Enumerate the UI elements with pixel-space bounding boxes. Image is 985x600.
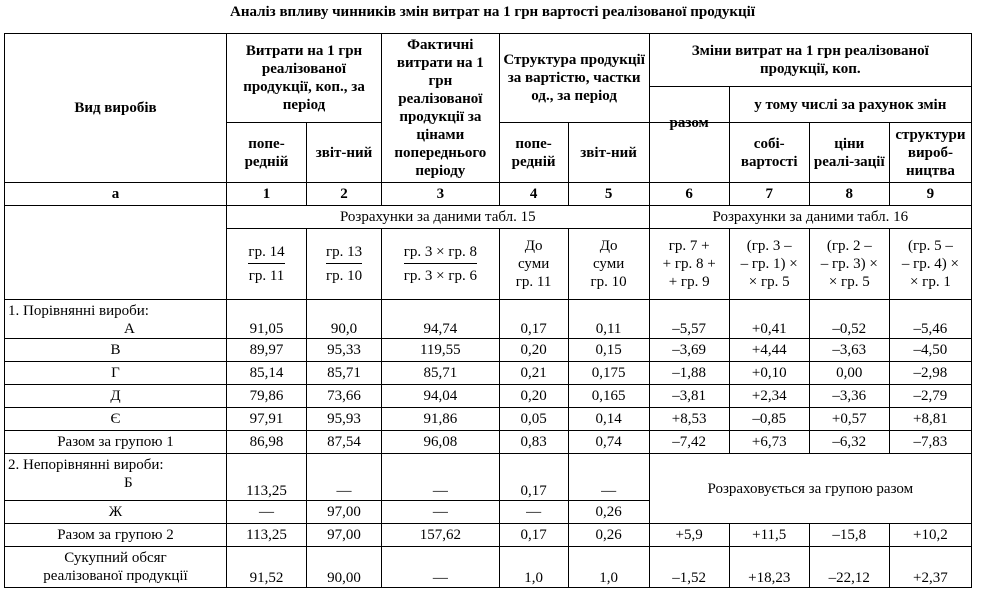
table-cell: 113,25 xyxy=(226,454,306,501)
table-cell: 113,25 xyxy=(226,524,306,547)
table-cell: –22,12 xyxy=(809,547,889,588)
table-cell: +2,37 xyxy=(889,547,971,588)
calc-source-right: Розрахунки за даними табл. 16 xyxy=(649,206,971,229)
table-cell: 95,93 xyxy=(307,408,382,431)
row-name: Ж xyxy=(5,501,227,524)
group1-row-a-name: 1. Порівнянні вироби: А xyxy=(5,300,227,339)
table-cell: –7,83 xyxy=(889,431,971,454)
table-cell: –1,52 xyxy=(649,547,729,588)
col-index: а xyxy=(5,183,227,206)
calc-source-left: Розрахунки за даними табл. 15 xyxy=(226,206,649,229)
col-index: 9 xyxy=(889,183,971,206)
table-cell: +11,5 xyxy=(729,524,809,547)
header-changes-label: Зміни витрат на 1 грн реалізованої продукції, коп. xyxy=(650,34,971,87)
table-cell: –5,46 xyxy=(889,300,971,339)
table-cell: –4,50 xyxy=(889,339,971,362)
table-cell: –0,52 xyxy=(809,300,889,339)
table-cell: –1,88 xyxy=(649,362,729,385)
table-cell: 1,0 xyxy=(499,547,568,588)
table-cell: 97,91 xyxy=(226,408,306,431)
table-cell: 0,00 xyxy=(809,362,889,385)
grand-total-label: Сукупний обсяг реалізованої продукції xyxy=(5,547,227,588)
header-kind: Вид виробів xyxy=(5,34,227,183)
table-cell: 73,66 xyxy=(307,385,382,408)
table-cell: 91,86 xyxy=(382,408,500,431)
formula-col5: До суми гр. 10 xyxy=(568,229,649,300)
table-cell: 0,26 xyxy=(568,524,649,547)
table-cell: +2,34 xyxy=(729,385,809,408)
table-cell: 0,15 xyxy=(568,339,649,362)
table-cell: 1,0 xyxy=(568,547,649,588)
table-cell: –0,85 xyxy=(729,408,809,431)
header-costs-report: звіт-ний xyxy=(307,123,382,183)
table-cell: –3,63 xyxy=(809,339,889,362)
table-cell: — xyxy=(568,454,649,501)
header-struct-prev: попе-редній xyxy=(499,123,568,183)
formula-col2: $\frac{гр. 13}{гр. 10}$ xyxy=(307,229,382,300)
table-cell: — xyxy=(382,454,500,501)
table-cell: 157,62 xyxy=(382,524,500,547)
table-cell: 0,175 xyxy=(568,362,649,385)
header-cost-price: собі-вартості xyxy=(729,123,809,183)
header-prices: ціни реалі-зації xyxy=(809,123,889,183)
group1-label: 1. Порівнянні вироби: xyxy=(8,303,149,319)
table-cell: –15,8 xyxy=(809,524,889,547)
table-cell: 79,86 xyxy=(226,385,306,408)
table-cell: –3,36 xyxy=(809,385,889,408)
table-cell: –7,42 xyxy=(649,431,729,454)
table-cell: 85,71 xyxy=(307,362,382,385)
group2-total-label: Разом за групою 2 xyxy=(5,524,227,547)
group1-total-label: Разом за групою 1 xyxy=(5,431,227,454)
table-cell: 91,52 xyxy=(226,547,306,588)
table-cell: 90,00 xyxy=(307,547,382,588)
table-cell: 0,20 xyxy=(499,339,568,362)
header-incl: у тому числі за рахунок змін xyxy=(729,87,971,122)
factor-analysis-table xyxy=(4,33,972,588)
table-cell: 91,05 xyxy=(226,300,306,339)
table-cell: 85,14 xyxy=(226,362,306,385)
table-cell: 0,21 xyxy=(499,362,568,385)
table-cell: 86,98 xyxy=(226,431,306,454)
empty-cell xyxy=(5,206,227,300)
header-struct-report: звіт-ний xyxy=(568,123,649,183)
row-name: Є xyxy=(5,408,227,431)
formula-col6: гр. 7 + + гр. 8 + + гр. 9 xyxy=(649,229,729,300)
table-cell: –2,98 xyxy=(889,362,971,385)
table-cell: –3,69 xyxy=(649,339,729,362)
row-name: Г xyxy=(5,362,227,385)
col-index: 4 xyxy=(499,183,568,206)
table-cell: 0,11 xyxy=(568,300,649,339)
table-cell: –2,79 xyxy=(889,385,971,408)
table-cell: 89,97 xyxy=(226,339,306,362)
table-cell: 0,17 xyxy=(499,454,568,501)
table-cell: +0,57 xyxy=(809,408,889,431)
table-cell: +6,73 xyxy=(729,431,809,454)
table-cell: — xyxy=(307,454,382,501)
col-index: 8 xyxy=(809,183,889,206)
group2-label: 2. Непорівнянні вироби: xyxy=(8,457,164,473)
col-index: 7 xyxy=(729,183,809,206)
table-cell: +8,53 xyxy=(649,408,729,431)
table-cell: 0,20 xyxy=(499,385,568,408)
col-index: 6 xyxy=(649,183,729,206)
row-name: В xyxy=(5,339,227,362)
col-index: 2 xyxy=(307,183,382,206)
table-cell: — xyxy=(499,501,568,524)
table-cell: — xyxy=(382,501,500,524)
table-cell: 119,55 xyxy=(382,339,500,362)
table-cell: 0,165 xyxy=(568,385,649,408)
table-cell: +4,44 xyxy=(729,339,809,362)
table-cell: +0,10 xyxy=(729,362,809,385)
table-cell: –6,32 xyxy=(809,431,889,454)
formula-col7: (гр. 3 – – гр. 1) × × гр. 5 xyxy=(729,229,809,300)
col-index: 3 xyxy=(382,183,500,206)
table-cell: –5,57 xyxy=(649,300,729,339)
row-name: Д xyxy=(5,385,227,408)
table-cell: 90,0 xyxy=(307,300,382,339)
group2-row-b-name: 2. Непорівнянні вироби: Б xyxy=(5,454,227,501)
table-cell: +8,81 xyxy=(889,408,971,431)
table-cell: 0,74 xyxy=(568,431,649,454)
table-cell: 97,00 xyxy=(307,501,382,524)
table-cell: 0,17 xyxy=(499,300,568,339)
table-cell: — xyxy=(382,547,500,588)
header-total: разом xyxy=(649,93,729,153)
table-cell: 95,33 xyxy=(307,339,382,362)
table-cell: — xyxy=(226,501,306,524)
table-cell: 0,17 xyxy=(499,524,568,547)
table-cell: +0,41 xyxy=(729,300,809,339)
table-cell: +10,2 xyxy=(889,524,971,547)
table-cell: 0,26 xyxy=(568,501,649,524)
col-index: 5 xyxy=(568,183,649,206)
formula-col1: $\frac{гр. 14}{гр. 11}$ xyxy=(226,229,306,300)
table-title: Аналіз впливу чинників змін витрат на 1 грн вартості реалізованої продукції xyxy=(229,4,755,20)
table-cell: 87,54 xyxy=(307,431,382,454)
table-cell: 0,14 xyxy=(568,408,649,431)
table-cell: +5,9 xyxy=(649,524,729,547)
table-cell: 94,04 xyxy=(382,385,500,408)
table-cell: 0,05 xyxy=(499,408,568,431)
formula-col9: (гр. 5 – – гр. 4) × × гр. 1 xyxy=(889,229,971,300)
header-actual-costs: Фактичні витрати на 1 грн реалізованої продукції за цінами попереднього періоду xyxy=(382,34,500,183)
table-cell: –3,81 xyxy=(649,385,729,408)
table-cell: +18,23 xyxy=(729,547,809,588)
table-cell: 94,74 xyxy=(382,300,500,339)
formula-col3: $\frac{гр. 3 \times гр. 8}{гр. 3 \times гр. 6}$ xyxy=(382,229,500,300)
formula-col4: До суми гр. 11 xyxy=(499,229,568,300)
header-costs-prev: попе-редній xyxy=(226,123,306,183)
table-cell: 85,71 xyxy=(382,362,500,385)
formula-col8: (гр. 2 – – гр. 3) × × гр. 5 xyxy=(809,229,889,300)
col-index: 1 xyxy=(226,183,306,206)
table-cell: 97,00 xyxy=(307,524,382,547)
group2-note: Розраховується за групою разом xyxy=(649,454,971,524)
table-cell: 96,08 xyxy=(382,431,500,454)
header-structure: Структура продукції за вартістю, частки од., за період xyxy=(499,34,649,123)
header-prod-struct: структури вироб-ництва xyxy=(889,123,971,183)
table-cell: 0,83 xyxy=(499,431,568,454)
header-costs: Витрати на 1 грн реалізованої продукції, коп., за період xyxy=(226,34,381,123)
